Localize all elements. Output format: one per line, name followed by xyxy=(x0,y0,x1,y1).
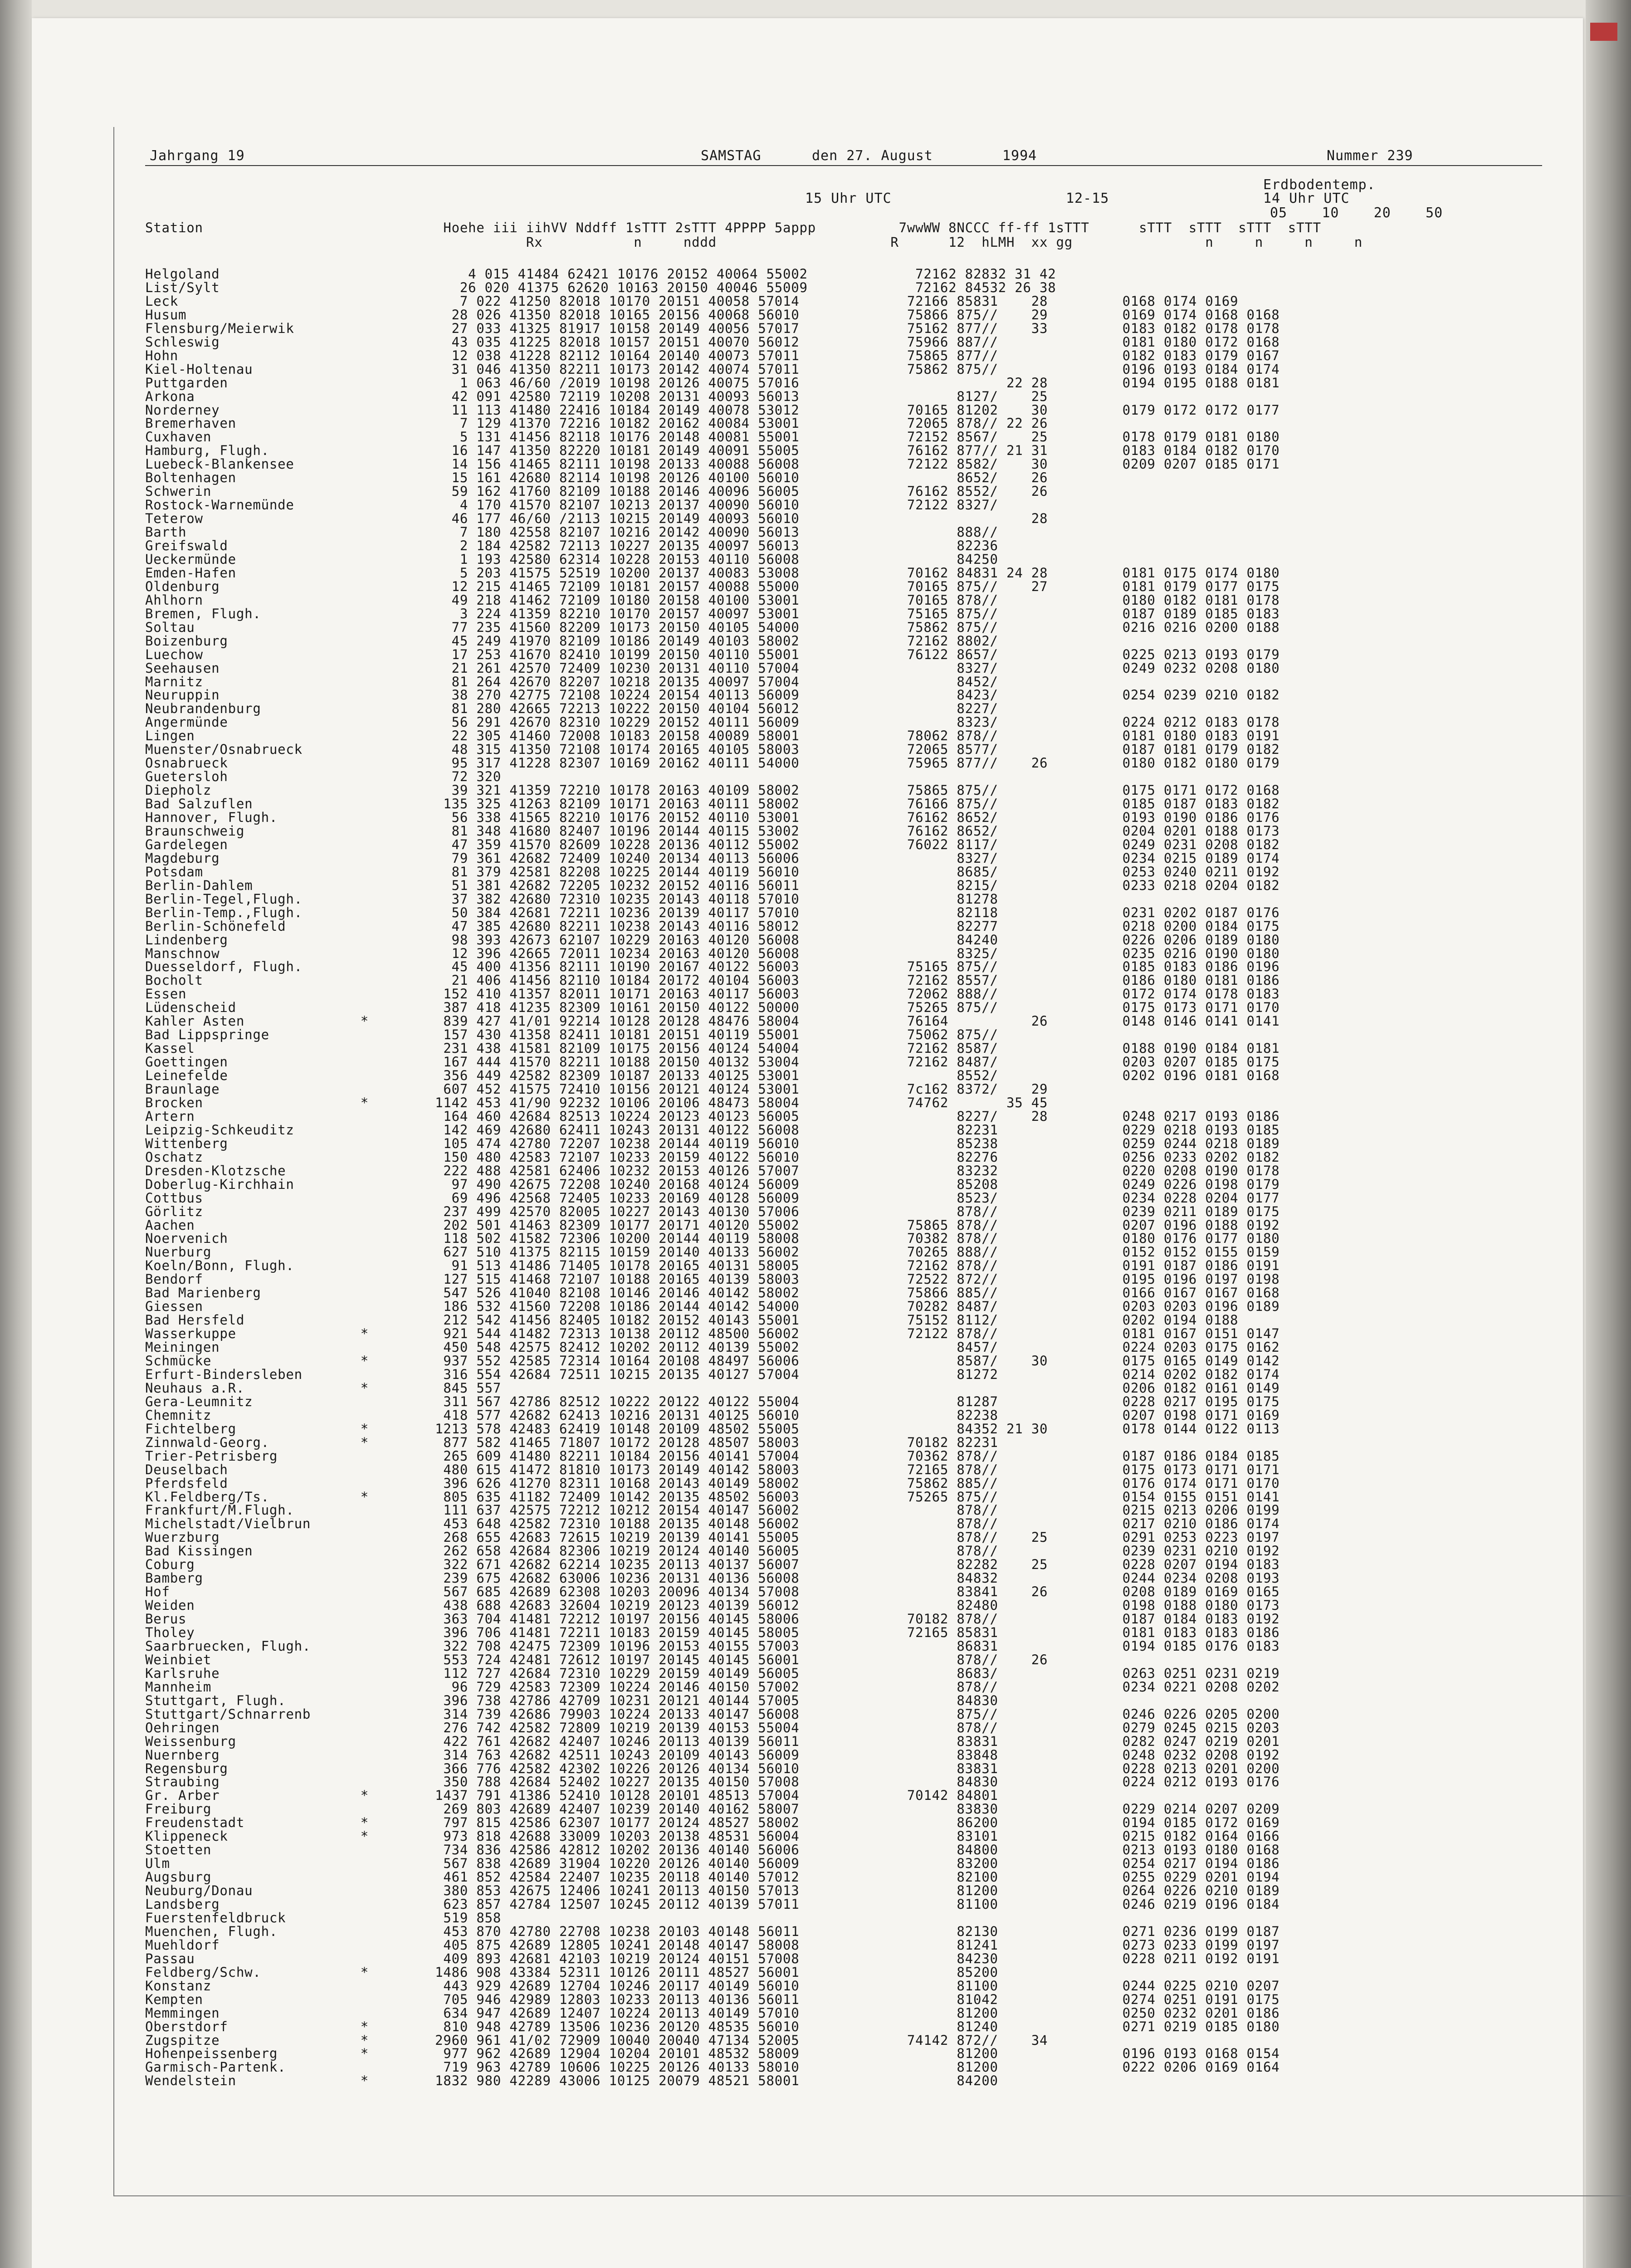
station-row: Diepholz 39 321 41359 72210 10178 20163 40109 58002 75865 875// 0175 0171 0172 0168 xyxy=(145,782,1280,798)
station-row: Frankfurt/M.Flugh. 111 637 42575 72212 10212 20154 40147 56002 878// 0215 0213 0206 0199 xyxy=(145,1502,1280,1518)
station-row: Schwerin 59 162 41760 82109 10188 20146 40096 56005 76162 8552/ 26 xyxy=(145,484,1048,499)
station-row: Kempten 705 946 42989 12803 10233 20113 40136 56011 81042 0274 0251 0191 0175 xyxy=(145,1991,1280,2007)
erdboden-time: 14 Uhr UTC xyxy=(1263,191,1350,206)
station-row: Kahler Asten * 839 427 41/01 92214 10128 20128 48476 58004 76164 26 0148 0146 0141 0141 xyxy=(145,1013,1280,1029)
station-row: Trier-Petrisberg 265 609 41480 82211 10184 20156 40141 57004 70362 878// 0187 0186 0184 0185 xyxy=(145,1448,1280,1464)
station-row: Bremerhaven 7 129 41370 72216 10182 20162 40084 53001 72065 878// 22 26 xyxy=(145,415,1048,431)
station-row: Meiningen 450 548 42575 82412 10202 20112 40139 55002 8457/ 0224 0203 0175 0162 xyxy=(145,1339,1280,1355)
station-row: Berlin-Dahlem 51 381 42682 72205 10232 20152 40116 56011 8215/ 0233 0218 0204 0182 xyxy=(145,877,1280,893)
station-row: Hannover, Flugh. 56 338 41565 82210 10176 20152 40110 53001 76162 8652/ 0193 0190 0186 0176 xyxy=(145,810,1280,825)
station-row: Kassel 231 438 41581 82109 10175 20156 40124 54004 72162 8587/ 0188 0190 0184 0181 xyxy=(145,1041,1280,1056)
station-row: Leinefelde 356 449 42582 82309 10187 20133 40125 53001 8552/ 0202 0196 0181 0168 xyxy=(145,1068,1280,1084)
station-row: Bendorf 127 515 41468 72107 10188 20165 40139 58003 72522 872// 0195 0196 0197 0198 xyxy=(145,1271,1280,1287)
station-row: Norderney 11 113 41480 22416 10184 20149 40078 53012 70165 81202 30 0179 0172 0172 0177 xyxy=(145,402,1280,418)
station-row: Lindenberg 98 393 42673 62107 10229 20163 40120 56008 84240 0226 0206 0189 0180 xyxy=(145,932,1280,948)
station-row: Stuttgart, Flugh. 396 738 42786 42709 10231 20121 40144 57005 84830 xyxy=(145,1692,998,1708)
erdboden-title: Erdbodentemp. xyxy=(1263,177,1376,193)
station-row: Emden-Hafen 5 203 41575 52519 10200 20137 40083 53008 70162 84831 24 28 0181 0175 0174 0180 xyxy=(145,565,1280,581)
station-row: Goettingen 167 444 41570 82211 10188 20150 40132 53004 72162 8487/ 0203 0207 0185 0175 xyxy=(145,1054,1280,1070)
station-row: Greifswald 2 184 42582 72113 10227 20135 40097 56013 82236 xyxy=(145,538,998,553)
station-row: Hof 567 685 42689 62308 10203 20096 40134 57008 83841 26 0208 0189 0169 0165 xyxy=(145,1584,1280,1600)
station-row: Neuruppin 38 270 42775 72108 10224 20154 40113 56009 8423/ 0254 0239 0210 0182 xyxy=(145,687,1280,703)
year-label: 1994 xyxy=(1002,148,1037,164)
station-row: Oberstdorf * 810 948 42789 13506 10236 20120 48535 56010 81240 0271 0219 0185 0180 xyxy=(145,2019,1280,2034)
station-row: Bad Salzuflen 135 325 41263 82109 10171 20163 40111 58002 76166 875// 0185 0187 0183 0182 xyxy=(145,796,1280,812)
station-row: Helgoland 4 015 41484 62421 10176 20152 40064 55002 72162 82832 31 42 xyxy=(145,266,1056,282)
station-row: Berus 363 704 41481 72212 10197 20156 40145 58006 70182 878// 0187 0184 0183 0192 xyxy=(145,1611,1280,1627)
bookmark-tab xyxy=(1590,23,1617,41)
station-row: Berlin-Tegel,Flugh. 37 382 42680 72310 10235 20143 40118 57010 81278 xyxy=(145,891,998,907)
station-row: Erfurt-Bindersleben 316 554 42684 72511 10215 20135 40127 57004 81272 0214 0202 0182 0174 xyxy=(145,1366,1280,1382)
station-row: Mannheim 96 729 42583 72309 10224 20146 40150 57002 878// 0234 0221 0208 0202 xyxy=(145,1679,1280,1695)
station-row: Magdeburg 79 361 42682 72409 10240 20134 40113 56006 8327/ 0234 0215 0189 0174 xyxy=(145,850,1280,866)
station-row: Freudenstadt * 797 815 42586 62307 10177 20124 48527 58002 86200 0194 0185 0172 0169 xyxy=(145,1815,1280,1831)
station-row: Zinnwald-Georg. * 877 582 41465 71807 10172 20128 48507 58003 70182 82231 xyxy=(145,1434,998,1450)
station-row: Braunschweig 81 348 41680 82407 10196 20144 40115 53002 76162 8652/ 0204 0201 0188 0173 xyxy=(145,823,1280,839)
station-row: Noervenich 118 502 41582 72306 10200 20144 40119 58008 70382 878// 0180 0176 0177 0180 xyxy=(145,1231,1280,1246)
station-row: Potsdam 81 379 42581 82208 10225 20144 40119 56010 8685/ 0253 0240 0211 0192 xyxy=(145,864,1280,880)
station-row: Leck 7 022 41250 82018 10170 20151 40058 57014 72166 85831 28 0168 0174 0169 xyxy=(145,293,1239,309)
station-row: Kiel-Holtenau 31 046 41350 82211 10173 20142 40074 57011 75862 875// 0196 0193 0184 0174 xyxy=(145,361,1280,377)
station-row: Osnabrueck 95 317 41228 82307 10169 20162 40111 54000 75965 877// 26 0180 0182 0180 0179 xyxy=(145,755,1280,771)
station-row: Feldberg/Schw. * 1486 908 43384 52311 10126 20111 48527 56001 85200 xyxy=(145,1964,998,1980)
station-row: Schleswig 43 035 41225 82018 10157 20151 40070 56012 75966 887// 0181 0180 0172 0168 xyxy=(145,334,1280,350)
station-row: Garmisch-Partenk. 719 963 42789 10606 10225 20126 40133 58010 81200 0222 0206 0169 0164 xyxy=(145,2059,1280,2075)
station-row: Schmücke * 937 552 42585 72314 10164 20108 48497 56006 8587/ 30 0175 0165 0149 0142 xyxy=(145,1353,1280,1369)
station-row: Dresden-Klotzsche 222 488 42581 62406 10232 20153 40126 57007 83232 0220 0208 0190 0178 xyxy=(145,1163,1280,1178)
station-row: Karlsruhe 112 727 42684 72310 10229 20159 40149 56005 8683/ 0263 0251 0231 0219 xyxy=(145,1665,1280,1681)
station-row: Gardelegen 47 359 41570 82609 10228 20136 40112 55002 76022 8117/ 0249 0231 0208 0182 xyxy=(145,836,1280,852)
station-row: Luechow 17 253 41670 82410 10199 20150 40110 55001 76122 8657/ 0225 0213 0193 0179 xyxy=(145,646,1280,662)
station-row: Weissenburg 422 761 42682 42407 10246 20113 40139 56011 83831 0282 0247 0219 0201 xyxy=(145,1733,1280,1749)
station-row: Rostock-Warnemünde 4 170 41570 82107 10213 20137 40090 56010 72122 8327/ xyxy=(145,497,998,513)
station-row: Wendelstein * 1832 980 42289 43006 10125 20079 48521 58001 84200 xyxy=(145,2073,998,2089)
station-row: Bad Hersfeld 212 542 41456 82405 10182 20152 40143 55001 75152 8112/ 0202 0194 0188 xyxy=(145,1312,1239,1328)
station-row: Duesseldorf, Flugh. 45 400 41356 82111 10190 20167 40122 56003 75165 875// 0185 0183 0186 0196 xyxy=(145,959,1280,975)
station-row: Berlin-Temp.,Flugh. 50 384 42681 72211 10236 20139 40117 57010 82118 0231 0202 0187 0176 xyxy=(145,904,1280,920)
masthead-rule xyxy=(145,165,1542,166)
station-row: Nuerburg 627 510 41375 82115 10159 20140 40133 56002 70265 888// 0152 0152 0155 0159 xyxy=(145,1244,1280,1260)
station-row: Lingen 22 305 41460 72008 10183 20158 40089 58001 78062 878// 0181 0180 0183 0191 xyxy=(145,728,1280,744)
column-header-row-1: Station Hoehe iii iihVV Nddff 1sTTT 2sTTT 4PPPP 5appp 7wwWW 8NCCC ff-ff 1sTTT sTTT sTTT sTTT sTTT xyxy=(145,220,1321,235)
station-row: Seehausen 21 261 42570 72409 10230 20131 40110 57004 8327/ 0249 0232 0208 0180 xyxy=(145,660,1280,676)
station-row: Hamburg, Flugh. 16 147 41350 82220 10181 20149 40091 55005 76162 877// 21 31 0183 0184 0182 0170 xyxy=(145,443,1280,459)
time-range: 12-15 xyxy=(1066,191,1109,206)
station-row: Cuxhaven 5 131 41456 82118 10176 20148 40081 55001 72152 8567/ 25 0178 0179 0181 0180 xyxy=(145,429,1280,445)
station-row: Boltenhagen 15 161 42680 82114 10198 20126 40100 56010 8652/ 26 xyxy=(145,470,1048,486)
station-row: Braunlage 607 452 41575 72410 10156 20121 40124 53001 7c162 8372/ 29 xyxy=(145,1081,1048,1097)
station-row: Bad Kissingen 262 658 42684 82306 10219 20124 40140 56005 878// 0239 0231 0210 0192 xyxy=(145,1543,1280,1559)
station-row: Oehringen 276 742 42582 72809 10219 20139 40153 55004 878// 0279 0245 0215 0203 xyxy=(145,1720,1280,1735)
station-row: Stoetten 734 836 42586 42812 10202 20136 40140 56006 84800 0213 0193 0180 0168 xyxy=(145,1842,1280,1858)
station-row: Brocken * 1142 453 41/90 92232 10106 20106 48473 58004 74762 35 45 xyxy=(145,1095,1048,1110)
station-row: Coburg 322 671 42682 62214 10235 20113 40137 56007 82282 25 0228 0207 0194 0183 xyxy=(145,1557,1280,1573)
station-row: Bamberg 239 675 42682 63006 10236 20131 40136 56008 84832 0244 0234 0208 0193 xyxy=(145,1570,1280,1586)
station-row: Angermünde 56 291 42670 82310 10229 20152 40111 56009 8323/ 0224 0212 0183 0178 xyxy=(145,714,1280,730)
column-header-row-2: Rx n nddd R 12 hLMH xx gg n n n n xyxy=(145,235,1363,250)
station-row: Doberlug-Kirchhain 97 490 42675 72208 10240 20168 40124 56009 85208 0249 0226 0198 0179 xyxy=(145,1176,1280,1192)
station-row: Wasserkuppe * 921 544 41482 72313 10138 20112 48500 56002 72122 878// 0181 0167 0151 0147 xyxy=(145,1326,1280,1342)
station-row: Görlitz 237 499 42570 82005 10227 20143 40130 57006 878// 0239 0211 0189 0175 xyxy=(145,1203,1280,1219)
station-row: Fichtelberg * 1213 578 42483 62419 10148 20109 48502 55005 84352 21 30 0178 0144 0122 0113 xyxy=(145,1421,1280,1437)
station-row: Zugspitze * 2960 961 41/02 72909 10040 20040 47134 52005 74142 872// 34 xyxy=(145,2032,1048,2048)
station-row: Giessen 186 532 41560 72208 10186 20144 40142 54000 70282 8487/ 0203 0203 0196 0189 xyxy=(145,1299,1280,1315)
station-row: Hohn 12 038 41228 82112 10164 20140 40073 57011 75865 877// 0182 0183 0179 0167 xyxy=(145,347,1280,363)
station-row: Weiden 438 688 42683 32604 10219 20123 40139 56012 82480 0198 0188 0180 0173 xyxy=(145,1598,1280,1613)
binder-edge xyxy=(0,0,32,2268)
station-row: Tholey 396 706 41481 72211 10183 20159 40145 58005 72165 85831 0181 0183 0183 0186 xyxy=(145,1625,1280,1640)
station-row: Essen 152 410 41357 82011 10171 20163 40117 56003 72062 888// 0172 0174 0178 0183 xyxy=(145,986,1280,1002)
station-row: Cottbus 69 496 42568 72405 10233 20169 40128 56009 8523/ 0234 0228 0204 0177 xyxy=(145,1190,1280,1206)
station-row: Guetersloh 72 320 xyxy=(145,769,502,785)
station-row: Oldenburg 12 215 41465 72109 10181 20157 40088 55000 70165 875// 27 0181 0179 0177 0175 xyxy=(145,578,1280,594)
station-row: Gera-Leumnitz 311 567 42786 82512 10222 20122 40122 55004 81287 0228 0217 0195 0175 xyxy=(145,1393,1280,1409)
station-row: Lüdenscheid 387 418 41235 82309 10161 20150 40122 50000 75265 875// 0175 0173 0171 0170 xyxy=(145,1000,1280,1016)
station-row: Artern 164 460 42684 82513 10224 20123 40123 56005 8227/ 28 0248 0217 0193 0186 xyxy=(145,1108,1280,1124)
station-row: Boizenburg 45 249 41970 82109 10186 20149 40103 58002 72162 8802/ xyxy=(145,633,998,649)
station-row: Muehldorf 405 875 42689 12805 10241 20148 40147 58008 81241 0273 0233 0199 0197 xyxy=(145,1937,1280,1953)
issue-number: Nummer 239 xyxy=(1327,148,1413,164)
depth-labels: 05 10 20 50 xyxy=(1270,205,1443,221)
station-row: Passau 409 893 42681 42103 10219 20124 40151 57008 84230 0228 0211 0192 0191 xyxy=(145,1950,1280,1966)
station-row: Pferdsfeld 396 626 41270 82311 10168 20143 40149 58002 75862 885// 0176 0174 0171 0170 xyxy=(145,1475,1280,1491)
station-row: Bad Marienberg 547 526 41040 82108 10146 20146 40142 58002 75866 885// 0166 0167 0167 0168 xyxy=(145,1285,1280,1301)
station-row: Ulm 567 838 42689 31904 10220 20126 40140 56009 83200 0254 0217 0194 0186 xyxy=(145,1856,1280,1872)
station-row: Leipzig-Schkeuditz 142 469 42680 62411 10243 20131 40122 56008 82231 0229 0218 0193 0185 xyxy=(145,1122,1280,1138)
station-row: Hohenpeissenberg * 977 962 42689 12904 10204 20101 48532 58009 81200 0196 0193 0168 0154 xyxy=(145,2046,1280,2062)
station-row: Stuttgart/Schnarrenb 314 739 42686 79903 10224 20133 40147 56008 875// 0246 0226 0205 0200 xyxy=(145,1706,1280,1722)
station-row: Oschatz 150 480 42583 72107 10233 20159 40122 56010 82276 0256 0233 0202 0182 xyxy=(145,1149,1280,1165)
station-row: Soltau 77 235 41560 82209 10173 20150 40105 54000 75862 875// 0216 0216 0200 0188 xyxy=(145,619,1280,635)
station-row: Berlin-Schönefeld 47 385 42680 82211 10238 20143 40116 58012 82277 0218 0200 0184 0175 xyxy=(145,918,1280,934)
station-row: Luebeck-Blankensee 14 156 41465 82111 10198 20133 40088 56008 72122 8582/ 30 0209 0207 0185 0171 xyxy=(145,456,1280,472)
date-label: den 27. August xyxy=(812,148,933,164)
station-row: Weinbiet 553 724 42481 72612 10197 20145 40145 56001 878// 26 xyxy=(145,1652,1048,1667)
station-row: Flensburg/Meierwik 27 033 41325 81917 10158 20149 40056 57017 75162 877// 33 0183 0182 0178 0178 xyxy=(145,320,1280,336)
station-row: Konstanz 443 929 42689 12704 10246 20117 40149 56010 81100 0244 0225 0210 0207 xyxy=(145,1978,1280,1994)
station-row: Bad Lippspringe 157 430 41358 82411 10181 20151 40119 55001 75062 875// xyxy=(145,1027,998,1043)
station-row: Neuburg/Donau 380 853 42675 12406 10241 20113 40150 57013 81200 0264 0226 0210 0189 xyxy=(145,1883,1280,1899)
station-row: Saarbruecken, Flugh. 322 708 42475 72309 10196 20153 40155 57003 86831 0194 0185 0176 0183 xyxy=(145,1638,1280,1654)
station-row: Barth 7 180 42558 82107 10216 20142 40090 56013 888// xyxy=(145,524,998,540)
station-row: Husum 28 026 41350 82018 10165 20156 40068 56010 75866 875// 29 0169 0174 0168 0168 xyxy=(145,307,1280,323)
weekday-label: SAMSTAG xyxy=(701,148,762,164)
station-row: Fuerstenfeldbruck 519 858 xyxy=(145,1910,502,1926)
station-row: Arkona 42 091 42580 72119 10208 20131 40093 56013 8127/ 25 xyxy=(145,388,1048,404)
station-row: Chemnitz 418 577 42682 62413 10216 20131 40125 56010 82238 0207 0198 0171 0169 xyxy=(145,1407,1280,1423)
station-row: Puttgarden 1 063 46/60 /2019 10198 20126 40075 57016 22 28 0194 0195 0188 0181 xyxy=(145,375,1280,391)
station-row: Ueckermünde 1 193 42580 62314 10228 20153 40110 56008 84250 xyxy=(145,551,998,567)
station-row: Bocholt 21 406 41456 82110 10184 20172 40104 56003 72162 8557/ 0186 0180 0181 0186 xyxy=(145,973,1280,988)
station-row: Freiburg 269 803 42689 42407 10239 20140 40162 58007 83830 0229 0214 0207 0209 xyxy=(145,1801,1280,1817)
station-row: Landsberg 623 857 42784 12507 10245 20112 40139 57011 81100 0246 0219 0196 0184 xyxy=(145,1897,1280,1912)
station-row: Aachen 202 501 41463 82309 10177 20171 40120 55002 75865 878// 0207 0196 0188 0192 xyxy=(145,1217,1280,1233)
station-row: Neubrandenburg 81 280 42665 72213 10222 20150 40104 56012 8227/ xyxy=(145,701,998,717)
station-row: Neuhaus a.R. * 845 557 0206 0182 0161 0149 xyxy=(145,1380,1280,1396)
station-row: Augsburg 461 852 42584 22407 10235 20118 40140 57012 82100 0255 0229 0201 0194 xyxy=(145,1869,1280,1885)
station-row: Muenster/Osnabrueck 48 315 41350 72108 10174 20165 40105 58003 72065 8577/ 0187 0181 0179 0182 xyxy=(145,742,1280,758)
station-row: Wuerzburg 268 655 42683 72615 10219 20139 40141 55005 878// 25 0291 0253 0223 0197 xyxy=(145,1530,1280,1545)
station-row: Michelstadt/Vielbrun 453 648 42582 72310 10188 20135 40148 56002 878// 0217 0210 0186 0174 xyxy=(145,1516,1280,1532)
station-row: Bremen, Flugh. 3 224 41359 82210 10170 20157 40097 53001 75165 875// 0187 0189 0185 0183 xyxy=(145,606,1280,621)
station-row: Teterow 46 177 46/60 /2113 10215 20149 40093 56010 28 xyxy=(145,511,1048,527)
station-row: Muenchen, Flugh. 453 870 42780 22708 10238 20103 40148 56011 82130 0271 0236 0199 0187 xyxy=(145,1923,1280,1939)
station-row: Straubing 350 788 42684 52402 10227 20135 40150 57008 84830 0224 0212 0193 0176 xyxy=(145,1774,1280,1790)
station-row: Klippeneck * 973 818 42688 33009 10203 20138 48531 56004 83101 0215 0182 0164 0166 xyxy=(145,1828,1280,1844)
station-row: Kl.Feldberg/Ts. * 805 635 41182 72409 10142 20135 48502 56003 75265 875// 0154 0155 0151 0141 xyxy=(145,1489,1280,1505)
station-row: Regensburg 366 776 42582 42302 10226 20126 40134 56010 83831 0228 0213 0201 0200 xyxy=(145,1760,1280,1776)
time-main: 15 Uhr UTC xyxy=(805,191,892,206)
station-row: Gr. Arber * 1437 791 41386 52410 10128 20101 48513 57004 70142 84801 xyxy=(145,1788,998,1804)
station-row: Wittenberg 105 474 42780 72207 10238 20144 40119 56010 85238 0259 0244 0218 0189 xyxy=(145,1135,1280,1151)
jahrgang-label: Jahrgang 19 xyxy=(150,148,245,164)
station-row: Deuselbach 480 615 41472 81810 10173 20149 40142 58003 72165 878// 0175 0173 0171 0171 xyxy=(145,1461,1280,1477)
station-row: Koeln/Bonn, Flugh. 91 513 41486 71405 10178 20165 40131 58005 72162 878// 0191 0187 0186 0191 xyxy=(145,1258,1280,1274)
station-row: List/Sylt 26 020 41375 62620 10163 20150 40046 55009 72162 84532 26 38 xyxy=(145,279,1056,295)
station-row: Manschnow 12 396 42665 72011 10234 20163 40120 56008 8325/ 0235 0216 0190 0180 xyxy=(145,945,1280,961)
station-row: Memmingen 634 947 42689 12407 10224 20113 40149 57010 81200 0250 0232 0201 0186 xyxy=(145,2005,1280,2021)
station-row: Nuernberg 314 763 42682 42511 10243 20109 40143 56009 83848 0248 0232 0208 0192 xyxy=(145,1747,1280,1763)
station-row: Ahlhorn 49 218 41462 72109 10180 20158 40100 53001 70165 878// 0180 0182 0181 0178 xyxy=(145,592,1280,608)
station-row: Marnitz 81 264 42670 82207 10218 20135 40097 57004 8452/ xyxy=(145,674,998,689)
